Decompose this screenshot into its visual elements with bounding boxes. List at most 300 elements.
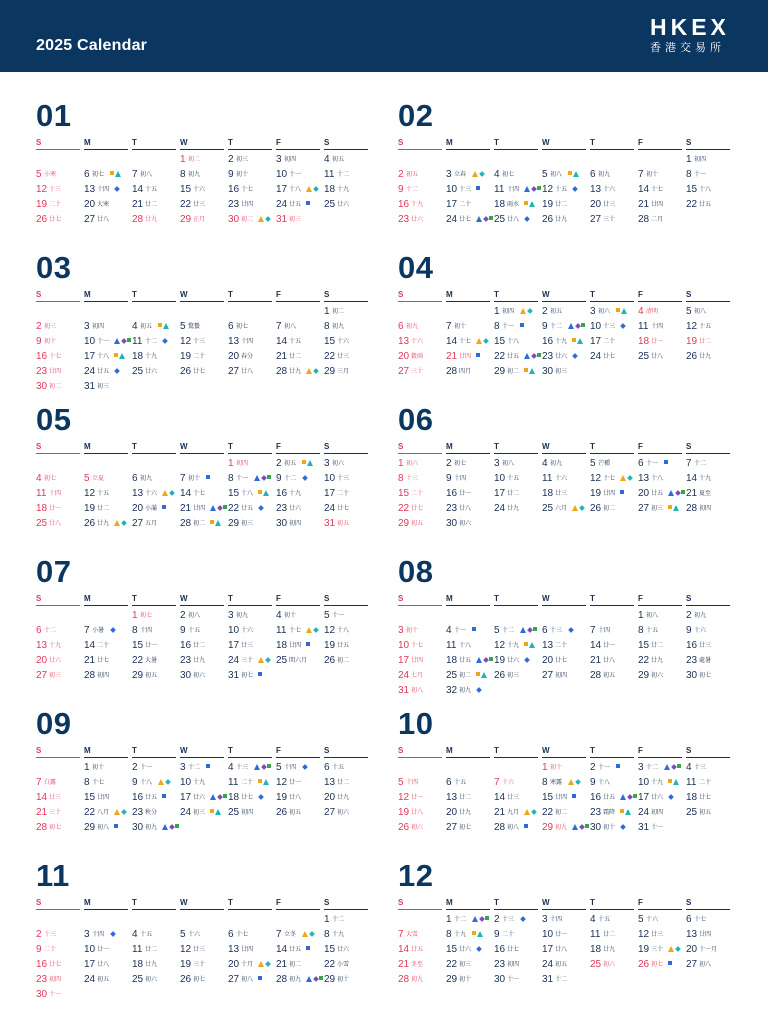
day-cell[interactable] [686,488,734,502]
day-cell[interactable] [590,959,638,973]
day-cell[interactable] [398,503,446,517]
day-cell[interactable] [638,929,686,943]
day-cell[interactable] [590,929,638,943]
day-cell[interactable] [398,199,446,213]
day-cell[interactable] [276,610,324,624]
day-cell[interactable] [180,762,228,776]
day-cell[interactable] [590,625,638,639]
day-cell[interactable] [180,214,228,228]
day-cell[interactable] [686,503,734,517]
day-cell[interactable] [84,184,132,198]
day-cell[interactable] [276,488,324,502]
day-cell[interactable] [542,184,590,198]
day-cell[interactable] [36,989,84,1003]
day-cell[interactable] [324,366,372,380]
day-cell[interactable] [542,336,590,350]
day-cell[interactable] [276,974,324,988]
day-cell[interactable] [132,610,180,624]
day-cell[interactable] [494,366,542,380]
day-cell[interactable] [84,762,132,776]
day-cell[interactable] [228,458,276,472]
day-cell[interactable] [324,199,372,213]
day-cell[interactable] [228,488,276,502]
day-cell[interactable] [84,625,132,639]
day-cell[interactable] [686,169,734,183]
day-cell[interactable] [132,762,180,776]
day-cell[interactable] [324,640,372,654]
day-cell[interactable] [84,214,132,228]
day-cell[interactable] [446,503,494,517]
day-cell[interactable] [398,807,446,821]
day-cell[interactable] [542,321,590,335]
day-cell[interactable] [36,822,84,836]
day-cell[interactable] [638,199,686,213]
day-cell[interactable] [180,518,228,532]
day-cell[interactable] [638,640,686,654]
day-cell[interactable] [686,777,734,791]
day-cell[interactable] [398,351,446,365]
day-cell[interactable] [446,458,494,472]
day-cell[interactable] [36,792,84,806]
day-cell[interactable] [36,169,84,183]
day-cell[interactable] [638,458,686,472]
day-cell[interactable] [324,473,372,487]
day-cell[interactable] [36,214,84,228]
day-cell[interactable] [446,807,494,821]
day-cell[interactable] [542,929,590,943]
day-cell[interactable] [132,959,180,973]
day-cell[interactable] [84,807,132,821]
day-cell[interactable] [638,625,686,639]
day-cell[interactable] [686,914,734,928]
day-cell[interactable] [686,792,734,806]
day-cell[interactable] [494,473,542,487]
day-cell[interactable] [36,670,84,684]
day-cell[interactable] [398,974,446,988]
day-cell[interactable] [638,914,686,928]
day-cell[interactable] [446,914,494,928]
day-cell[interactable] [84,488,132,502]
day-cell[interactable] [84,169,132,183]
day-cell[interactable] [84,792,132,806]
day-cell[interactable] [542,959,590,973]
day-cell[interactable] [276,655,324,669]
day-cell[interactable] [228,807,276,821]
day-cell[interactable] [686,184,734,198]
day-cell[interactable] [84,959,132,973]
day-cell[interactable] [132,184,180,198]
day-cell[interactable] [84,670,132,684]
day-cell[interactable] [494,670,542,684]
day-cell[interactable] [132,777,180,791]
day-cell[interactable] [228,154,276,168]
day-cell[interactable] [180,321,228,335]
day-cell[interactable] [638,822,686,836]
day-cell[interactable] [324,169,372,183]
day-cell[interactable] [590,944,638,958]
day-cell[interactable] [398,625,446,639]
day-cell[interactable] [324,625,372,639]
day-cell[interactable] [84,473,132,487]
day-cell[interactable] [276,199,324,213]
day-cell[interactable] [132,792,180,806]
day-cell[interactable] [324,929,372,943]
day-cell[interactable] [84,336,132,350]
day-cell[interactable] [590,351,638,365]
day-cell[interactable] [36,473,84,487]
day-cell[interactable] [446,777,494,791]
day-cell[interactable] [228,336,276,350]
day-cell[interactable] [686,944,734,958]
day-cell[interactable] [398,944,446,958]
day-cell[interactable] [590,306,638,320]
day-cell[interactable] [132,974,180,988]
day-cell[interactable] [180,488,228,502]
day-cell[interactable] [180,974,228,988]
day-cell[interactable] [446,366,494,380]
day-cell[interactable] [324,154,372,168]
day-cell[interactable] [276,184,324,198]
day-cell[interactable] [686,199,734,213]
day-cell[interactable] [542,974,590,988]
day-cell[interactable] [542,503,590,517]
day-cell[interactable] [36,640,84,654]
day-cell[interactable] [542,777,590,791]
day-cell[interactable] [686,959,734,973]
day-cell[interactable] [228,199,276,213]
day-cell[interactable] [276,929,324,943]
day-cell[interactable] [180,473,228,487]
day-cell[interactable] [132,199,180,213]
day-cell[interactable] [494,336,542,350]
day-cell[interactable] [228,625,276,639]
day-cell[interactable] [542,488,590,502]
day-cell[interactable] [446,929,494,943]
day-cell[interactable] [180,184,228,198]
day-cell[interactable] [398,655,446,669]
day-cell[interactable] [36,366,84,380]
day-cell[interactable] [180,503,228,517]
day-cell[interactable] [638,944,686,958]
day-cell[interactable] [446,792,494,806]
day-cell[interactable] [542,366,590,380]
day-cell[interactable] [494,625,542,639]
day-cell[interactable] [180,670,228,684]
day-cell[interactable] [84,974,132,988]
day-cell[interactable] [494,959,542,973]
day-cell[interactable] [590,914,638,928]
day-cell[interactable] [398,792,446,806]
day-cell[interactable] [84,518,132,532]
day-cell[interactable] [276,944,324,958]
day-cell[interactable] [638,473,686,487]
day-cell[interactable] [686,321,734,335]
day-cell[interactable] [446,351,494,365]
day-cell[interactable] [228,351,276,365]
day-cell[interactable] [542,351,590,365]
day-cell[interactable] [398,184,446,198]
day-cell[interactable] [638,184,686,198]
day-cell[interactable] [398,822,446,836]
day-cell[interactable] [36,503,84,517]
day-cell[interactable] [324,488,372,502]
day-cell[interactable] [446,473,494,487]
day-cell[interactable] [494,640,542,654]
day-cell[interactable] [84,503,132,517]
day-cell[interactable] [180,944,228,958]
day-cell[interactable] [132,929,180,943]
day-cell[interactable] [180,199,228,213]
day-cell[interactable] [180,655,228,669]
day-cell[interactable] [686,610,734,624]
day-cell[interactable] [686,670,734,684]
day-cell[interactable] [36,807,84,821]
day-cell[interactable] [638,777,686,791]
day-cell[interactable] [494,777,542,791]
day-cell[interactable] [324,518,372,532]
day-cell[interactable] [180,807,228,821]
day-cell[interactable] [228,655,276,669]
day-cell[interactable] [494,944,542,958]
day-cell[interactable] [542,625,590,639]
day-cell[interactable] [542,458,590,472]
day-cell[interactable] [542,640,590,654]
day-cell[interactable] [686,458,734,472]
day-cell[interactable] [324,974,372,988]
day-cell[interactable] [494,655,542,669]
day-cell[interactable] [446,959,494,973]
day-cell[interactable] [446,488,494,502]
day-cell[interactable] [590,822,638,836]
day-cell[interactable] [180,351,228,365]
day-cell[interactable] [494,929,542,943]
day-cell[interactable] [542,473,590,487]
day-cell[interactable] [84,929,132,943]
day-cell[interactable] [398,670,446,684]
day-cell[interactable] [446,655,494,669]
day-cell[interactable] [276,366,324,380]
day-cell[interactable] [590,458,638,472]
day-cell[interactable] [542,214,590,228]
day-cell[interactable] [638,321,686,335]
day-cell[interactable] [36,351,84,365]
day-cell[interactable] [228,518,276,532]
day-cell[interactable] [590,655,638,669]
day-cell[interactable] [686,154,734,168]
day-cell[interactable] [180,929,228,943]
day-cell[interactable] [228,959,276,973]
day-cell[interactable] [228,503,276,517]
day-cell[interactable] [398,640,446,654]
day-cell[interactable] [276,214,324,228]
day-cell[interactable] [276,792,324,806]
day-cell[interactable] [36,488,84,502]
day-cell[interactable] [398,685,446,699]
day-cell[interactable] [324,503,372,517]
day-cell[interactable] [228,214,276,228]
day-cell[interactable] [36,199,84,213]
day-cell[interactable] [398,169,446,183]
day-cell[interactable] [276,807,324,821]
day-cell[interactable] [180,610,228,624]
day-cell[interactable] [276,762,324,776]
day-cell[interactable] [398,336,446,350]
day-cell[interactable] [84,655,132,669]
day-cell[interactable] [590,169,638,183]
day-cell[interactable] [590,473,638,487]
day-cell[interactable] [398,366,446,380]
day-cell[interactable] [228,321,276,335]
day-cell[interactable] [638,655,686,669]
day-cell[interactable] [686,351,734,365]
day-cell[interactable] [180,154,228,168]
day-cell[interactable] [132,214,180,228]
day-cell[interactable] [446,199,494,213]
day-cell[interactable] [228,169,276,183]
day-cell[interactable] [180,336,228,350]
day-cell[interactable] [132,640,180,654]
day-cell[interactable] [132,169,180,183]
day-cell[interactable] [228,184,276,198]
day-cell[interactable] [398,488,446,502]
day-cell[interactable] [180,640,228,654]
day-cell[interactable] [180,792,228,806]
day-cell[interactable] [590,488,638,502]
day-cell[interactable] [590,777,638,791]
day-cell[interactable] [494,199,542,213]
day-cell[interactable] [132,473,180,487]
day-cell[interactable] [446,640,494,654]
day-cell[interactable] [686,306,734,320]
day-cell[interactable] [132,336,180,350]
day-cell[interactable] [542,762,590,776]
day-cell[interactable] [638,488,686,502]
day-cell[interactable] [686,336,734,350]
day-cell[interactable] [228,473,276,487]
day-cell[interactable] [398,959,446,973]
day-cell[interactable] [446,184,494,198]
day-cell[interactable] [686,807,734,821]
day-cell[interactable] [398,473,446,487]
day-cell[interactable] [276,336,324,350]
day-cell[interactable] [638,351,686,365]
day-cell[interactable] [36,929,84,943]
day-cell[interactable] [180,366,228,380]
day-cell[interactable] [638,792,686,806]
day-cell[interactable] [132,822,180,836]
day-cell[interactable] [398,777,446,791]
day-cell[interactable] [228,640,276,654]
day-cell[interactable] [494,184,542,198]
day-cell[interactable] [324,914,372,928]
day-cell[interactable] [276,625,324,639]
day-cell[interactable] [36,974,84,988]
day-cell[interactable] [132,366,180,380]
day-cell[interactable] [324,336,372,350]
day-cell[interactable] [84,944,132,958]
day-cell[interactable] [638,959,686,973]
day-cell[interactable] [446,685,494,699]
day-cell[interactable] [36,625,84,639]
day-cell[interactable] [228,610,276,624]
day-cell[interactable] [36,336,84,350]
day-cell[interactable] [542,306,590,320]
day-cell[interactable] [276,154,324,168]
day-cell[interactable] [228,792,276,806]
day-cell[interactable] [638,762,686,776]
day-cell[interactable] [276,473,324,487]
day-cell[interactable] [276,959,324,973]
day-cell[interactable] [180,169,228,183]
day-cell[interactable] [446,670,494,684]
day-cell[interactable] [228,777,276,791]
day-cell[interactable] [686,762,734,776]
day-cell[interactable] [276,640,324,654]
day-cell[interactable] [324,944,372,958]
day-cell[interactable] [446,321,494,335]
day-cell[interactable] [36,655,84,669]
day-cell[interactable] [180,625,228,639]
day-cell[interactable] [324,458,372,472]
day-cell[interactable] [36,518,84,532]
day-cell[interactable] [446,518,494,532]
day-cell[interactable] [132,944,180,958]
day-cell[interactable] [494,807,542,821]
day-cell[interactable] [590,503,638,517]
day-cell[interactable] [590,762,638,776]
day-cell[interactable] [494,503,542,517]
day-cell[interactable] [398,214,446,228]
day-cell[interactable] [542,169,590,183]
day-cell[interactable] [84,822,132,836]
day-cell[interactable] [638,610,686,624]
day-cell[interactable] [686,655,734,669]
day-cell[interactable] [398,458,446,472]
day-cell[interactable] [494,306,542,320]
day-cell[interactable] [686,473,734,487]
day-cell[interactable] [36,777,84,791]
day-cell[interactable] [324,610,372,624]
day-cell[interactable] [276,321,324,335]
day-cell[interactable] [638,306,686,320]
day-cell[interactable] [446,625,494,639]
day-cell[interactable] [494,822,542,836]
day-cell[interactable] [132,351,180,365]
day-cell[interactable] [542,914,590,928]
day-cell[interactable] [324,807,372,821]
day-cell[interactable] [324,306,372,320]
day-cell[interactable] [446,944,494,958]
day-cell[interactable] [324,655,372,669]
day-cell[interactable] [494,214,542,228]
day-cell[interactable] [494,458,542,472]
day-cell[interactable] [36,381,84,395]
day-cell[interactable] [542,822,590,836]
day-cell[interactable] [542,199,590,213]
day-cell[interactable] [276,351,324,365]
day-cell[interactable] [398,518,446,532]
day-cell[interactable] [542,655,590,669]
day-cell[interactable] [228,974,276,988]
day-cell[interactable] [276,458,324,472]
day-cell[interactable] [324,321,372,335]
day-cell[interactable] [132,625,180,639]
day-cell[interactable] [590,792,638,806]
day-cell[interactable] [494,169,542,183]
day-cell[interactable] [324,959,372,973]
day-cell[interactable] [590,214,638,228]
day-cell[interactable] [276,777,324,791]
